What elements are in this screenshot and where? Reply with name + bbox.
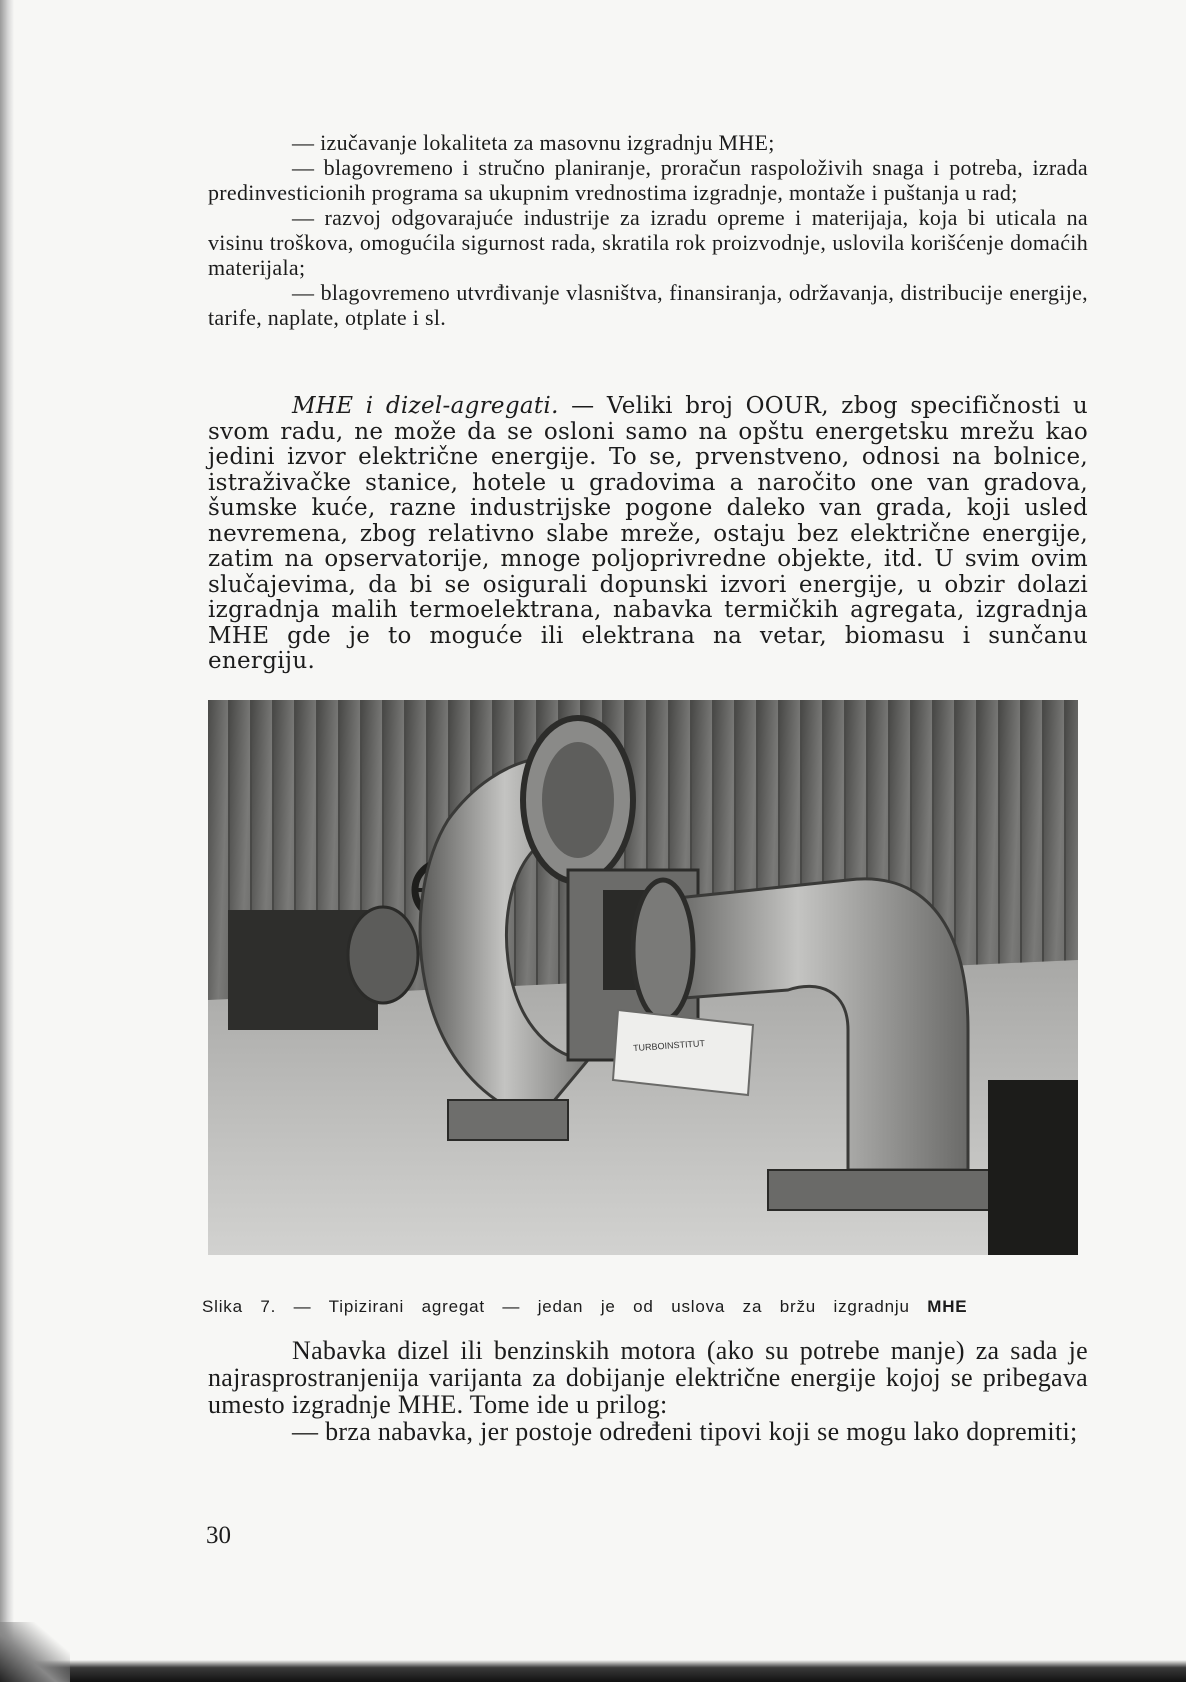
scan-edge-bottom [0, 1660, 1186, 1682]
purchase-paragraph: Nabavka dizel ili benzinskih motora (ako su potrebe manje) za sada je najrasprostranjenija varijanta za dobijanje električne energije kojoj se pribegava umesto izgradnje MHE. Tome ide u prilog: [208, 1336, 1088, 1419]
sign-text: TURBOINSTITUT [632, 1038, 706, 1054]
turbine-photo [208, 700, 1078, 1255]
caption-text: Slika 7. — Tipizirani agregat — jedan je od uslova za bržu izgradnju [202, 1297, 928, 1316]
list-item: — razvoj odgovarajuće industrije za izradu opreme i materijaja, koja bi uticala na visinu troškova, omogućila sigurnost rada, skratila rok proizvodnje, uslovila korišćenje domaćih materijala; [208, 205, 1088, 280]
diesel-paragraph [208, 394, 1088, 675]
figure-caption [202, 1297, 1092, 1317]
caption-bold: MHE [927, 1297, 968, 1316]
section-lead: MHE i dizel-agregati. [292, 393, 559, 419]
page-number: 30 [206, 1522, 231, 1549]
scan-edge-left [0, 0, 14, 1682]
scan-corner-shadow [0, 1622, 70, 1682]
list-item: — brza nabavka, jer postoje određeni tipovi koji se mogu lako dopremiti; [292, 1417, 1078, 1446]
list-item: — blagovremeno utvrđivanje vlasništva, finansiranja, održavanja, distribucije energije, tarife, naplate, otplate i sl. [208, 280, 1088, 330]
list-item: — blagovremeno i stručno planiranje, proračun raspoloživih snaga i potreba, izrada predinvesticionih programa sa ukupnim vrednostima izgradnje, montaže i puštanja u rad; [208, 155, 1088, 205]
purchase-section [208, 1337, 1088, 1445]
section-text: — Veliki broj OOUR, zbog specifičnosti u svom radu, ne može da se osloni samo na opštu energetsku mrežu kao jedini izvor električne energije. To se, prvenstveno, odnosi na bolnice, istraživačke stanice, hotele u gradovima a naročito one van gradova, šumske kuće, razne industrijske pogone daleko van grada, koji usled nevremena, zbog relativno slabe mreže, ostaju bez električne energije, zatim na opservatorije, mnoge poljoprivredne objekte, itd. U svim ovim slučajevima, da bi se osigurali dopunski izvori energije, u obzir dolazi izgradnja malih termoelektrana, nabavka termičkih agregata, izgradnja MHE gde je to moguće ili elektrana na vetar, biomasu i sunčanu energiju. [208, 393, 1088, 674]
list-item: — izučavanje lokaliteta za masovnu izgradnju MHE; [292, 130, 775, 155]
diesel-section [208, 394, 1088, 675]
requirements-list [208, 130, 1088, 330]
